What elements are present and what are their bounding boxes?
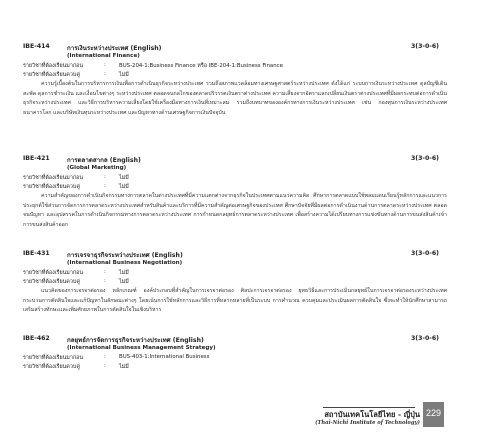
course-credit: 3(3-0-6)	[410, 250, 439, 257]
corequisite-row	[23, 278, 447, 287]
course-code: IBE-462	[23, 335, 50, 342]
institute-name-en: (Thai-Nichi Institute of Technology)	[315, 420, 420, 426]
colon: :	[104, 363, 106, 369]
colon: :	[104, 269, 106, 275]
colon: :	[104, 354, 106, 360]
prerequisite-label: รายวิชาที่ต้องเรียนมาก่อน	[23, 270, 84, 276]
course-header	[23, 335, 447, 345]
corequisite-value: ไม่มี	[119, 184, 129, 190]
prerequisite-row	[23, 62, 447, 71]
prerequisite-row	[23, 174, 447, 183]
course-credit: 3(3-0-6)	[410, 155, 439, 162]
corequisite-row	[23, 71, 447, 80]
footer-divider	[323, 407, 415, 408]
prerequisite-value: BUS-403-1:International Business	[119, 354, 210, 360]
corequisite-label: รายวิชาที่ต้องเรียนควบคู่	[23, 184, 80, 190]
course-code: IBE-414	[23, 43, 50, 50]
prerequisite-value: ไม่มี	[119, 175, 129, 181]
page-number: 229	[425, 408, 442, 418]
course-name-en: (International Business Management Strategy)	[67, 345, 216, 351]
corequisite-row	[23, 183, 447, 192]
course-header	[23, 250, 447, 260]
course-name-th: กลยุทธ์การจัดการธุรกิจระหว่างประเทศ (English)	[67, 337, 204, 344]
course-ibe-462	[23, 335, 447, 372]
corequisite-label: รายวิชาที่ต้องเรียนควบคู่	[23, 72, 80, 78]
course-description: ความรู้เบื้องต้นในการบริหารการเงินเพื่อการดำเนินธุรกิจระหว่างประเทศ รวมถึงสภาพแวดล้อมทางเศรษฐศาสตร์ระหว่างประเทศ ดังได้แก่ ระบบการเงินระหว่างประเทศ ดุลบัญชีเดินสะพัด ดุลการชำระเงิน และเงื่อนไขต่างๆ ระหว่างประเทศ ตลอดจนกลไกของตลาดปริวรรตเงินตราต่างประเทศ ความเสี่ยงจากอัตราแลกเปลี่ยนเงินตราต่างประเทศที่มีผลกระทบต่อการดำเนินธุรกิจระหว่างประเทศ และวิธีการบริหารความเสี่ยงโดยใช้เครื่องมือทางการเงินที่เหมาะสม รวมถึงบทบาทขององค์กรทางการเงินระหว่างประเทศ เช่น กองทุนการเงินระหว่างประเทศ ธนาคารโลก และบริษัทเงินทุนระหว่างประเทศ และปัญหาทางด้านเศรษฐกิจการเงินปัจจุบัน	[23, 81, 447, 116]
course-code: IBE-421	[23, 155, 50, 162]
corequisite-label: รายวิชาที่ต้องเรียนควบคู่	[23, 279, 80, 285]
colon: :	[104, 174, 106, 180]
colon: :	[104, 183, 106, 189]
course-name-en: (International Business Negotiation)	[67, 260, 183, 266]
prerequisite-label: รายวิชาที่ต้องเรียนมาก่อน	[23, 355, 84, 361]
prerequisite-label: รายวิชาที่ต้องเรียนมาก่อน	[23, 175, 84, 181]
corequisite-row	[23, 363, 447, 372]
institute-name-th: สถาบันเทคโนโลยีไทย - ญี่ปุ่น	[324, 410, 420, 419]
prerequisite-row	[23, 269, 447, 278]
prerequisite-label: รายวิชาที่ต้องเรียนมาก่อน	[23, 63, 84, 69]
course-header	[23, 155, 447, 165]
course-code: IBE-431	[23, 250, 50, 257]
prerequisite-value: BUS-204-1:Business Finance หรือ IBE-204-1:Business Finance	[119, 63, 283, 69]
course-name-en: (International Finance)	[67, 53, 140, 59]
course-ibe-414	[23, 43, 447, 118]
colon: :	[104, 278, 106, 284]
course-description: แนวคิดของการเจรจาต่อรอง หลักเกณฑ์ องค์ประกอบที่สำคัญในการเจรจาต่อรอง ศิลปะการเจรจาต่อรอง ยุทธวิธีและการประเมินกลยุทธ์ในการเจรจาต่อรองระหว่างประเทศ กระบวนการตัดสินใจและแก้ปัญหาในลักษณะต่างๆ โดยเน้นการใช้หลักการและวิธีการที่หลากหลายที่เป็นระบบ การคำนวณ ควบคุมและประเมินผลการตัดสินใจ ซึ่งจะทำให้นักศึกษาสามารถเสริมสร้างทักษะและเพิ่มศักยภาพในการตัดสินใจในเชิงบริหาร	[23, 288, 447, 314]
course-ibe-421	[23, 155, 447, 230]
course-header	[23, 43, 447, 53]
corequisite-value: ไม่มี	[119, 364, 129, 370]
colon: :	[104, 62, 106, 68]
course-credit: 3(3-0-6)	[410, 43, 439, 50]
prerequisite-value: ไม่มี	[119, 270, 129, 276]
course-description: ความสำคัญของการดำเนินกิจกรรมทางการตลาดในต่างประเทศที่มีความแตกต่างจากธุรกิจในประเทศตามแนวความคิด ศึกษาการตลาดแบบใช้พลมแดนเรียนรู้หลักการและแนวการประยุกต์ใช้ส่วนการจัดการการตลาดระหว่างประเทศสำหรับสินค้าและบริการที่มีความสำคัญต่อเศรษฐกิจของประเทศ ศึกษาปัจจัยที่มีผลต่อการดำเนินงานด้านการตลาดระหว่างประเทศ ตลอดจนปัญหา และอุปสรรคในการดำเนินกิจกรรมทางการตลาดระหว่างประเทศ การกำหนดกลยุทธ์การตลาดระหว่างประเทศ เพื่อสร้างความได้เปรียบทางการแข่งขันทางด้านการขนส่งสินค้าเข้า การขนส่งสินค้าออก	[23, 193, 447, 228]
course-name-th: การเงินระหว่างประเทศ (English)	[67, 45, 162, 52]
colon: :	[104, 71, 106, 77]
prerequisite-row	[23, 354, 447, 363]
course-name-th: การตลาดสากล (English)	[67, 157, 141, 164]
corequisite-value: ไม่มี	[119, 72, 129, 78]
corequisite-label: รายวิชาที่ต้องเรียนควบคู่	[23, 364, 80, 370]
course-credit: 3(3-0-6)	[410, 335, 439, 342]
corequisite-value: ไม่มี	[119, 279, 129, 285]
course-name-th: การเจรจาธุรกิจระหว่างประเทศ (English)	[67, 252, 183, 259]
course-ibe-431	[23, 250, 447, 316]
course-name-en: (Global Marketing)	[67, 165, 127, 171]
